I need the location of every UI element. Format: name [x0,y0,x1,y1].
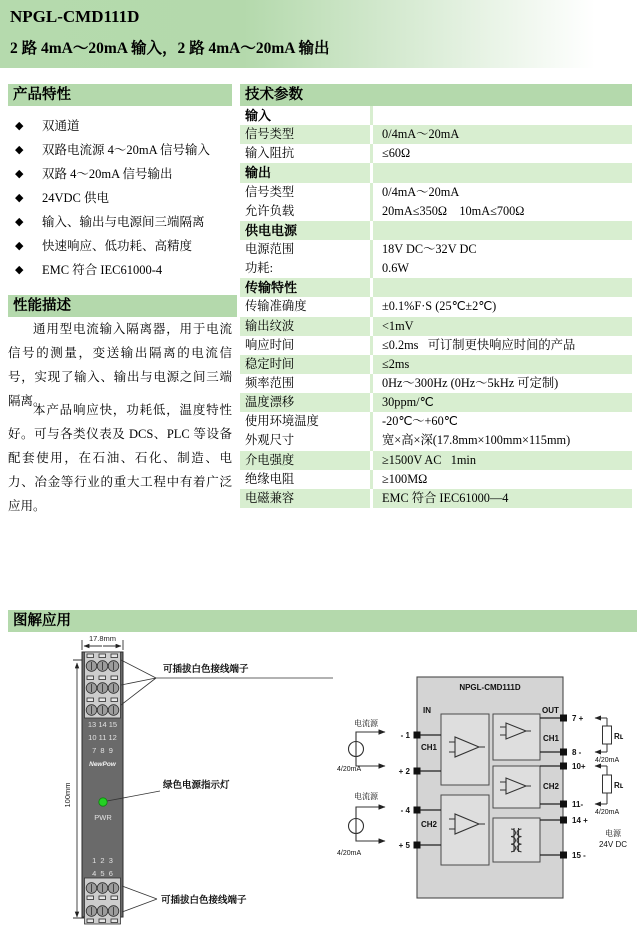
spec-label: 电磁兼容 [245,490,295,505]
bullet-icon: ◆ [15,120,24,132]
spec-table [240,84,632,508]
features-heading: 产品特性 [8,84,232,106]
spec-value: ±0.1%F·S (25℃±2℃) [382,299,497,314]
spec-value: 0Hz～300Hz (0Hz～5kHz 可定制) [382,375,559,390]
spec-value: 30ppm/℃ [382,395,434,410]
signal-range-label: 4/20mA [337,850,362,857]
spec-value: ≤60Ω [382,146,411,161]
spec-value [373,278,632,297]
terminal-numbers-row5: 4 5 6 [92,869,113,878]
features-list [8,114,232,282]
spec-row [240,183,632,202]
application-diagram [0,628,640,934]
spec-label: 传输特性 [245,280,298,296]
in-label: IN [423,706,431,715]
terminal-numbers-row2: 10 11 12 [88,733,117,742]
output-ch2-block [493,766,540,808]
product-title: NPGL-CMD111D [10,7,140,26]
spec-label: 电源范围 [245,241,295,256]
spec-label: 输入阻抗 [245,146,295,161]
channel-label: CH1 [421,743,438,752]
spec-label: 信号类型 [245,184,295,199]
signal-range-label: 4/20mA [595,809,620,816]
spec-row [240,470,632,489]
input-ch1-block [441,714,489,785]
spec-value: ≥100MΩ [382,471,428,486]
spec-label: 功耗: [245,261,274,276]
spec-label: 供电电源 [245,222,298,238]
feature-text: 输入、输出与电源间三端隔离 [42,215,205,229]
list-item [8,258,232,282]
list-item [8,234,232,258]
feature-text: 双路 4～20mA 信号输出 [42,167,173,181]
spec-value [373,163,632,182]
spec-row [240,431,632,450]
led-label: PWR [94,813,112,822]
spec-label: 传输准确度 [245,299,307,314]
terminal-label: 11- [572,800,584,809]
spec-value: 20mA≤350Ω 10mA≤700Ω [382,203,525,218]
bullet-icon: ◆ [15,144,24,156]
callout-lines-bottom [122,886,157,912]
spec-row [240,125,632,144]
list-item [8,114,232,138]
spec-value: 宽×高×深(17.8mm×100mm×115mm) [382,433,571,448]
channel-label: CH2 [543,782,560,791]
spec-label: 使用环境温度 [245,414,319,429]
feature-text: 24VDC 供电 [42,191,110,205]
brand-logo: NewPow [89,761,116,768]
terminal-label: + 2 [398,767,410,776]
spec-label: 介电强度 [245,452,295,467]
performance-paragraph: 本产品响应快，功耗低，温度特性好。可与各类仪表及 DCS、PLC 等设备配套使用，在石油、石化、制造、电力、冶金等行业的重大工程中有着广泛应用。 [8,403,232,513]
list-item [8,186,232,210]
channel-label: CH1 [543,734,560,743]
wiring-title: NPGL-CMD111D [459,683,521,692]
feature-text: 双通道 [42,119,80,133]
performance-heading: 性能描述 [8,295,237,317]
current-source-symbol [349,807,386,841]
spec-row [240,259,632,278]
spec-label: 外观尺寸 [245,433,295,448]
spec-value: ≤0.2ms 可订制更快响应时间的产品 [382,337,576,352]
terminal-numbers-row4: 1 2 3 [92,856,113,865]
height-dimension-label: 100mm [63,782,72,808]
spec-row [240,278,632,297]
spec-row [240,393,632,412]
bullet-icon: ◆ [15,192,24,204]
feature-text: 双路电流源 4～20mA 信号输入 [42,143,211,157]
spec-label: 输入 [245,108,272,123]
terminal-label: - 1 [400,731,410,740]
terminal-screws-top [86,654,119,715]
list-item [8,162,232,186]
terminal-label: 8 - [572,748,582,757]
spec-label: 允许负载 [245,203,295,218]
feature-text: 快速响应、低功耗、高精度 [42,239,193,253]
terminal-label: + 5 [398,841,410,850]
terminal-numbers-row3: 7 8 9 [92,746,113,755]
channel-label: CH2 [421,820,438,829]
output-ch1-block [493,714,540,760]
signal-range-label: 4/20mA [595,757,620,764]
top-terminals-note: 可插拔白色接线端子 [163,664,249,675]
spec-value: ≥1500V AC 1min [382,452,476,467]
spec-row [240,451,632,470]
spec-row [240,297,632,316]
terminal-label: - 4 [400,806,410,815]
spec-row [240,221,632,240]
terminal-label: 15 - [572,851,586,860]
spec-label: 输出纹波 [245,318,295,333]
spec-label: 输出 [245,165,272,181]
out-label: OUT [542,706,559,715]
load-label: Rʟ [614,781,624,790]
spec-value: 0/4mA～20mA [382,184,460,199]
spec-value: 18V DC～32V DC [382,241,477,256]
spec-row [240,163,632,182]
bullet-icon: ◆ [15,240,24,252]
spec-row [240,240,632,259]
spec-label: 温度漂移 [245,395,295,410]
terminal-numbers-row1: 13 14 15 [87,720,118,729]
spec-row [240,202,632,221]
application-heading: 图解应用 [8,610,637,632]
title-banner [0,0,640,68]
spec-row [240,317,632,336]
spec-row [240,412,632,431]
current-source-label: 电流源 [354,719,378,728]
bullet-icon: ◆ [15,168,24,180]
spec-row [240,106,632,125]
current-source-label: 电流源 [354,792,378,801]
power-led [99,798,107,806]
list-item [8,138,232,162]
left-column [8,84,232,513]
terminal-label: 7 + [572,714,584,723]
spec-row [240,355,632,374]
spec-value: EMC 符合 IEC61000—4 [382,490,509,505]
spec-value: -20℃～+60℃ [382,414,458,429]
terminal-label: 10+ [572,762,586,771]
spec-label: 稳定时间 [245,356,295,371]
specs-heading: 技术参数 [240,84,632,106]
bullet-icon: ◆ [15,216,24,228]
list-item [8,210,232,234]
spec-label: 响应时间 [245,337,295,352]
bottom-terminals-note: 可插拔白色接线端子 [161,895,247,906]
product-subtitle: 2 路 4mA～20mA 输入，2 路 4mA～20mA 输出 [10,40,330,57]
width-dimension-label: 17.8mm [88,634,117,643]
wiring-diagram [337,677,627,898]
performance-paragraph: 通用型电流输入隔离器，用于电流信号的测量，变送输出隔离的电流信号，实现了输入、输出与电源之间三端隔离。 [8,322,232,408]
power-value: 24V DC [598,840,628,849]
spec-value: ≤2ms [382,356,410,371]
spec-value: 0.6W [382,261,409,276]
terminal-label: 14 + [572,816,588,825]
module-drawing [63,634,333,924]
load-resistor-loop [595,718,612,752]
spec-value: <1mV [382,318,414,333]
spec-label: 频率范围 [245,375,295,390]
load-label: Rʟ [614,732,624,741]
power-label: 电源 [605,829,621,838]
spec-label: 信号类型 [245,127,295,142]
spec-value [373,221,632,240]
spec-row [240,336,632,355]
spec-row [240,144,632,163]
led-note: 绿色电源指示灯 [163,780,230,791]
feature-text: EMC 符合 IEC61000-4 [42,263,163,277]
current-source-symbol [349,732,386,766]
spec-value [373,106,632,125]
signal-range-label: 4/20mA [337,766,362,773]
spec-row [240,489,632,508]
bullet-icon: ◆ [15,264,24,276]
spec-row [240,374,632,393]
load-resistor-loop [595,766,612,804]
spec-value: 0/4mA～20mA [382,127,460,142]
spec-label: 绝缘电阻 [245,471,295,486]
